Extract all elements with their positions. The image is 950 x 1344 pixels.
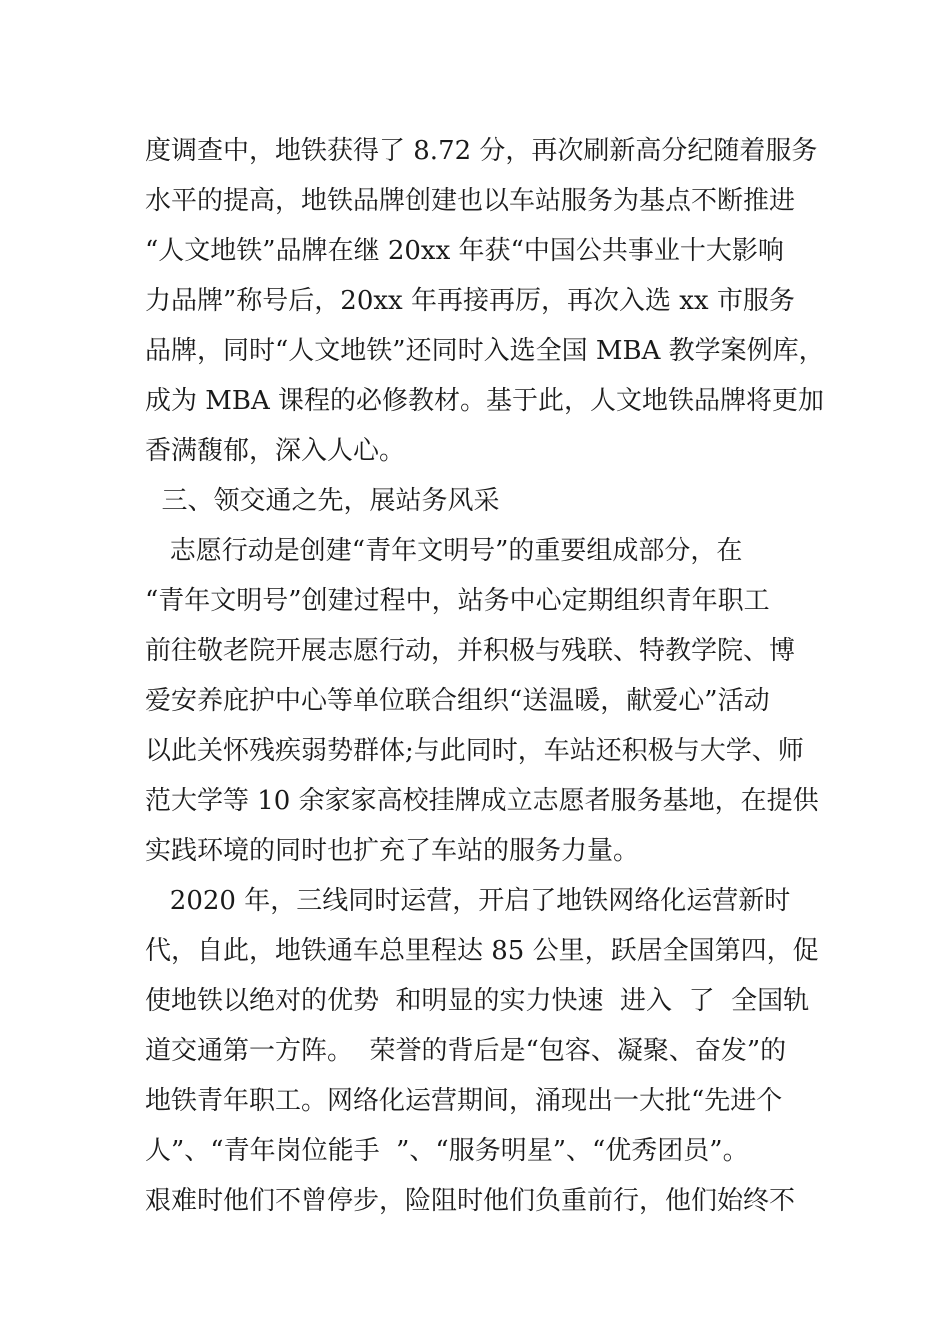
text-line: “人文地铁”品牌在继 20xx 年获“中国公共事业十大影响	[145, 236, 784, 266]
section-heading: 三、领交通之先，展站务风采	[145, 486, 500, 516]
text-line: “青年文明号”创建过程中，站务中心定期组织青年职工	[145, 586, 770, 616]
text-line: 香满馥郁，深入人心。	[145, 436, 406, 466]
text-line: 范大学等 10 余家家高校挂牌成立志愿者服务基地，在提供	[145, 786, 819, 816]
text-line: 力品牌”称号后，20xx 年再接再厉，再次入选 xx 市服务	[145, 286, 795, 316]
text-line: 道交通第一方阵。 荣誉的背后是“包容、凝聚、奋发”的	[145, 1036, 787, 1066]
text-line: 代，自此，地铁通车总里程达 85 公里，跃居全国第四，促	[145, 936, 819, 966]
text-line: 成为 MBA 课程的必修教材。基于此，人文地铁品牌将更加	[145, 386, 825, 416]
text-line: 水平的提高，地铁品牌创建也以车站服务为基点不断推进	[145, 186, 796, 216]
text-line: 以此关怀残疾弱势群体;与此同时，车站还积极与大学、师	[145, 736, 804, 766]
text-line: 地铁青年职工。网络化运营期间，涌现出一大批“先进个	[145, 1086, 783, 1116]
text-line: 志愿行动是创建“青年文明号”的重要组成部分，在	[145, 536, 743, 566]
text-line: 度调查中，地铁获得了 8.72 分，再次刷新高分纪随着服务	[145, 136, 818, 166]
text-line: 艰难时他们不曾停步，险阻时他们负重前行，他们始终不	[145, 1186, 796, 1216]
text-line: 使地铁以绝对的优势 和明显的实力快速 进入 了 全国轨	[145, 986, 810, 1016]
text-line: 爱安养庇护中心等单位联合组织“送温暖，献爱心”活动	[145, 686, 770, 716]
text-line: 品牌，同时“人文地铁”还同时入选全国 MBA 教学案例库，	[145, 336, 825, 366]
text-line: 前往敬老院开展志愿行动，并积极与残联、特教学院、博	[145, 636, 796, 666]
text-line: 人”、“青年岗位能手 ”、“服务明星”、“优秀团员”。	[145, 1136, 749, 1166]
text-line: 2020 年，三线同时运营，开启了地铁网络化运营新时	[145, 886, 791, 916]
text-line: 实践环境的同时也扩充了车站的服务力量。	[145, 836, 640, 866]
